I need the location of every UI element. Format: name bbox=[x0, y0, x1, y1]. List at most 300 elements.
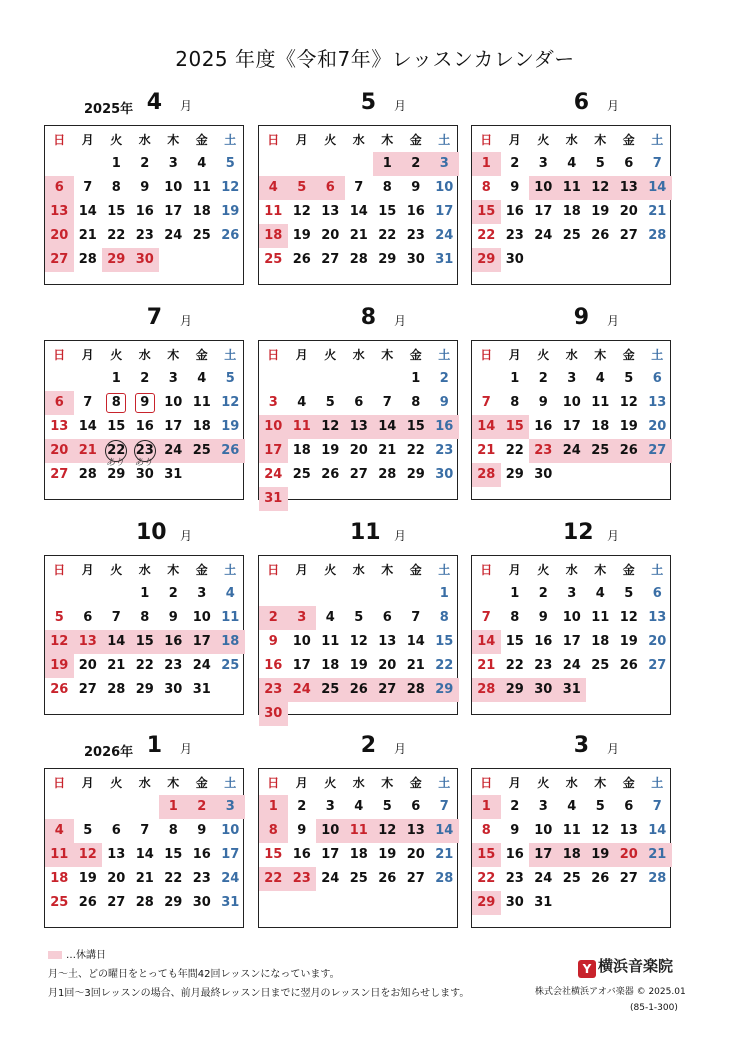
weekday-header: 月 bbox=[295, 776, 308, 790]
month-header bbox=[471, 733, 673, 761]
day-cell: 3 bbox=[168, 156, 178, 171]
day-cell: 15 bbox=[107, 204, 126, 219]
note-monthly-lessons: 月1回～3回レッスンの場合、前月最終レッスン日までに翌月のレッスン日をお知らせします。 bbox=[48, 988, 470, 999]
day-circle-mark: 22 bbox=[105, 440, 127, 462]
day-cell: 14 bbox=[648, 823, 667, 838]
day-cell: 8 bbox=[510, 395, 520, 410]
month-number: 12 bbox=[563, 520, 594, 545]
month-number: 5 bbox=[360, 90, 376, 115]
day-cell: 12 bbox=[221, 395, 240, 410]
day-cell-closed: 15 bbox=[131, 630, 160, 654]
day-cell-closed: 15 bbox=[472, 843, 501, 867]
day-cell: 28 bbox=[78, 252, 97, 267]
day-cell: 14 bbox=[349, 204, 368, 219]
day-cell: 28 bbox=[435, 871, 454, 886]
day-cell: 5 bbox=[624, 371, 634, 386]
day-cell: 10 bbox=[562, 395, 581, 410]
month-header bbox=[471, 520, 673, 548]
day-cell: 9 bbox=[168, 610, 178, 625]
weekday-header: 木 bbox=[167, 776, 180, 790]
day-cell: 18 bbox=[192, 204, 211, 219]
day-cell-closed: 23 bbox=[259, 678, 288, 702]
day-cell: 21 bbox=[406, 658, 425, 673]
day-cell: 16 bbox=[264, 658, 283, 673]
day-cell: 31 bbox=[192, 682, 211, 697]
weekday-header: 水 bbox=[565, 776, 578, 790]
month-number: 7 bbox=[146, 305, 162, 330]
day-cell: 17 bbox=[292, 658, 311, 673]
day-cell: 26 bbox=[591, 871, 610, 886]
day-cell: 29 bbox=[164, 895, 183, 910]
day-cell-closed: 11 bbox=[45, 843, 74, 867]
day-cell: 10 bbox=[292, 634, 311, 649]
day-cell: 6 bbox=[652, 371, 662, 386]
weekday-header: 木 bbox=[167, 348, 180, 362]
handwritten-note: あり bbox=[106, 458, 125, 468]
day-cell: 6 bbox=[411, 799, 421, 814]
day-cell: 24 bbox=[534, 871, 553, 886]
weekday-header: 月 bbox=[81, 348, 94, 362]
weekday-header: 水 bbox=[565, 563, 578, 577]
day-cell: 6 bbox=[624, 799, 634, 814]
month-grid bbox=[258, 768, 458, 928]
day-cell: 4 bbox=[325, 610, 335, 625]
day-cell: 2 bbox=[168, 586, 178, 601]
day-cell: 11 bbox=[591, 395, 610, 410]
day-cell: 17 bbox=[321, 847, 340, 862]
day-cell-closed: 15 bbox=[402, 415, 431, 439]
month-label: 月 bbox=[394, 314, 407, 328]
day-cell: 16 bbox=[135, 204, 154, 219]
day-cell-closed: 13 bbox=[345, 415, 374, 439]
day-cell: 18 bbox=[562, 204, 581, 219]
day-cell-closed: 13 bbox=[45, 200, 74, 224]
day-cell: 22 bbox=[435, 658, 454, 673]
day-cell-closed: 20 bbox=[615, 843, 644, 867]
day-cell: 31 bbox=[435, 252, 454, 267]
day-cell: 10 bbox=[164, 180, 183, 195]
day-cell: 18 bbox=[292, 443, 311, 458]
day-cell: 31 bbox=[221, 895, 240, 910]
day-cell-closed: 13 bbox=[615, 176, 644, 200]
day-cell: 29 bbox=[135, 682, 154, 697]
day-cell-closed: 31 bbox=[558, 678, 587, 702]
month-number: 2 bbox=[360, 733, 376, 758]
day-cell: 2 bbox=[538, 586, 548, 601]
day-cell: 14 bbox=[78, 419, 97, 434]
day-cell-closed: 15 bbox=[472, 200, 501, 224]
weekday-header: 火 bbox=[110, 563, 123, 577]
day-cell-closed: 3 bbox=[430, 152, 459, 176]
day-cell: 3 bbox=[268, 395, 278, 410]
day-cell: 30 bbox=[192, 895, 211, 910]
day-cell: 21 bbox=[477, 443, 496, 458]
year-label: 2025年 bbox=[84, 102, 134, 117]
weekday-header: 金 bbox=[409, 563, 422, 577]
day-cell: 5 bbox=[382, 799, 392, 814]
day-cell: 21 bbox=[435, 847, 454, 862]
day-cell: 8 bbox=[510, 610, 520, 625]
month-grid bbox=[44, 125, 244, 285]
weekday-header: 土 bbox=[651, 348, 664, 362]
day-cell: 6 bbox=[624, 156, 634, 171]
day-cell: 20 bbox=[378, 658, 397, 673]
day-cell: 3 bbox=[567, 586, 577, 601]
day-cell: 2 bbox=[510, 156, 520, 171]
day-cell: 15 bbox=[264, 847, 283, 862]
day-cell: 26 bbox=[619, 658, 638, 673]
day-cell: 4 bbox=[595, 586, 605, 601]
day-cell: 8 bbox=[382, 180, 392, 195]
day-cell: 17 bbox=[221, 847, 240, 862]
day-cell-closed: 18 bbox=[216, 630, 245, 654]
day-cell: 16 bbox=[192, 847, 211, 862]
weekday-header: 火 bbox=[537, 348, 550, 362]
day-cell-closed: 29 bbox=[472, 248, 501, 272]
day-cell: 7 bbox=[111, 610, 121, 625]
day-cell-closed: 25 bbox=[316, 678, 345, 702]
month-number: 3 bbox=[573, 733, 589, 758]
day-cell-closed: 20 bbox=[45, 224, 74, 248]
day-cell: 30 bbox=[406, 252, 425, 267]
day-cell-closed: 28 bbox=[472, 463, 501, 487]
day-cell: 13 bbox=[50, 419, 69, 434]
weekday-header: 日 bbox=[480, 776, 493, 790]
day-cell-closed: 16 bbox=[159, 630, 188, 654]
weekday-header: 木 bbox=[594, 776, 607, 790]
handwritten-note: あり bbox=[134, 458, 153, 468]
day-cell: 9 bbox=[140, 180, 150, 195]
day-cell-closed: 26 bbox=[345, 678, 374, 702]
day-cell: 12 bbox=[292, 204, 311, 219]
weekday-header: 水 bbox=[138, 133, 151, 147]
month-number: 8 bbox=[360, 305, 376, 330]
day-cell: 15 bbox=[435, 634, 454, 649]
day-cell: 1 bbox=[439, 586, 449, 601]
day-cell: 23 bbox=[164, 658, 183, 673]
weekday-header: 金 bbox=[622, 348, 635, 362]
month-header bbox=[258, 305, 460, 333]
day-cell: 17 bbox=[534, 204, 553, 219]
legend-label: …休講日 bbox=[66, 950, 106, 961]
weekday-header: 月 bbox=[508, 563, 521, 577]
month-grid bbox=[471, 768, 671, 928]
day-cell: 29 bbox=[505, 467, 524, 482]
month-grid bbox=[471, 340, 671, 500]
day-cell: 21 bbox=[477, 658, 496, 673]
day-cell-closed: 29 bbox=[102, 248, 131, 272]
day-cell-closed: 3 bbox=[288, 606, 317, 630]
weekday-header: 水 bbox=[352, 133, 365, 147]
day-cell: 15 bbox=[107, 419, 126, 434]
logo-mark-icon: Y bbox=[578, 960, 596, 978]
day-cell-closed: 14 bbox=[430, 819, 459, 843]
day-cell: 2 bbox=[297, 799, 307, 814]
month-grid bbox=[44, 768, 244, 928]
weekday-header: 金 bbox=[195, 348, 208, 362]
day-cell-closed: 1 bbox=[472, 152, 501, 176]
weekday-header: 火 bbox=[110, 133, 123, 147]
day-cell: 1 bbox=[411, 371, 421, 386]
day-cell: 27 bbox=[619, 871, 638, 886]
weekday-header: 土 bbox=[438, 348, 451, 362]
day-cell: 6 bbox=[652, 586, 662, 601]
weekday-header: 日 bbox=[480, 563, 493, 577]
month-header bbox=[258, 90, 460, 118]
weekday-header: 火 bbox=[537, 563, 550, 577]
day-cell: 22 bbox=[505, 658, 524, 673]
month-label: 月 bbox=[394, 742, 407, 756]
day-cell: 15 bbox=[505, 634, 524, 649]
weekday-header: 木 bbox=[594, 133, 607, 147]
month-header bbox=[471, 90, 673, 118]
weekday-header: 木 bbox=[381, 348, 394, 362]
weekday-header: 木 bbox=[594, 563, 607, 577]
day-cell: 20 bbox=[107, 871, 126, 886]
day-cell-closed: 28 bbox=[402, 678, 431, 702]
day-cell: 18 bbox=[591, 634, 610, 649]
day-cell: 11 bbox=[264, 204, 283, 219]
day-cell: 28 bbox=[135, 895, 154, 910]
day-cell-closed: 11 bbox=[345, 819, 374, 843]
month-number: 10 bbox=[136, 520, 167, 545]
day-cell-closed: 22 bbox=[259, 867, 288, 891]
day-cell: 1 bbox=[510, 586, 520, 601]
day-cell: 4 bbox=[297, 395, 307, 410]
weekday-header: 土 bbox=[224, 563, 237, 577]
month-grid bbox=[471, 125, 671, 285]
day-cell: 21 bbox=[378, 443, 397, 458]
month-number: 4 bbox=[146, 90, 162, 115]
day-cell: 9 bbox=[268, 634, 278, 649]
day-cell: 11 bbox=[192, 395, 211, 410]
day-cell: 27 bbox=[648, 658, 667, 673]
day-cell-closed: 8 bbox=[259, 819, 288, 843]
day-cell: 12 bbox=[619, 395, 638, 410]
day-cell: 9 bbox=[538, 395, 548, 410]
day-cell: 4 bbox=[354, 799, 364, 814]
day-cell: 22 bbox=[164, 871, 183, 886]
day-cell: 20 bbox=[619, 204, 638, 219]
day-cell-closed: 12 bbox=[586, 176, 615, 200]
day-cell-closed: 11 bbox=[288, 415, 317, 439]
day-cell: 5 bbox=[624, 586, 634, 601]
day-cell: 21 bbox=[78, 228, 97, 243]
day-cell-closed: 23 bbox=[529, 439, 558, 463]
day-cell: 27 bbox=[107, 895, 126, 910]
day-cell: 27 bbox=[406, 871, 425, 886]
day-cell: 24 bbox=[435, 228, 454, 243]
day-cell: 10 bbox=[435, 180, 454, 195]
weekday-header: 月 bbox=[508, 776, 521, 790]
weekday-header: 木 bbox=[167, 563, 180, 577]
weekday-header: 日 bbox=[53, 776, 66, 790]
day-cell: 26 bbox=[78, 895, 97, 910]
day-cell: 3 bbox=[197, 586, 207, 601]
weekday-header: 土 bbox=[438, 133, 451, 147]
weekday-header: 日 bbox=[53, 563, 66, 577]
day-cell: 16 bbox=[406, 204, 425, 219]
day-cell: 25 bbox=[292, 467, 311, 482]
day-cell: 19 bbox=[292, 228, 311, 243]
day-cell: 10 bbox=[221, 823, 240, 838]
day-cell: 27 bbox=[78, 682, 97, 697]
day-cell: 20 bbox=[648, 419, 667, 434]
month-label: 月 bbox=[607, 314, 620, 328]
weekday-header: 日 bbox=[53, 348, 66, 362]
month-header bbox=[44, 520, 246, 548]
day-cell: 22 bbox=[135, 658, 154, 673]
day-cell: 5 bbox=[595, 156, 605, 171]
day-cell: 7 bbox=[652, 156, 662, 171]
day-cell: 1 bbox=[111, 371, 121, 386]
month-grid bbox=[471, 555, 671, 715]
day-cell: 13 bbox=[648, 395, 667, 410]
day-cell: 2 bbox=[538, 371, 548, 386]
day-cell: 11 bbox=[591, 610, 610, 625]
day-cell-closed: 2 bbox=[402, 152, 431, 176]
day-cell: 18 bbox=[591, 419, 610, 434]
weekday-header: 水 bbox=[138, 563, 151, 577]
day-cell: 24 bbox=[321, 871, 340, 886]
weekday-header: 日 bbox=[267, 563, 280, 577]
day-cell: 25 bbox=[562, 871, 581, 886]
weekday-header: 日 bbox=[480, 348, 493, 362]
day-cell: 17 bbox=[164, 204, 183, 219]
day-cell: 19 bbox=[221, 204, 240, 219]
day-cell: 26 bbox=[591, 228, 610, 243]
day-cell-closed: 15 bbox=[501, 415, 530, 439]
weekday-header: 月 bbox=[508, 133, 521, 147]
day-cell: 19 bbox=[321, 443, 340, 458]
day-cell: 13 bbox=[378, 634, 397, 649]
day-cell: 11 bbox=[321, 634, 340, 649]
day-cell: 10 bbox=[534, 823, 553, 838]
weekday-header: 木 bbox=[381, 776, 394, 790]
day-cell: 16 bbox=[534, 634, 553, 649]
day-cell-closed: 24 bbox=[288, 678, 317, 702]
day-cell: 20 bbox=[406, 847, 425, 862]
day-cell: 19 bbox=[591, 204, 610, 219]
day-cell: 31 bbox=[534, 895, 553, 910]
weekday-header: 土 bbox=[651, 776, 664, 790]
weekday-header: 土 bbox=[224, 133, 237, 147]
weekday-header: 月 bbox=[508, 348, 521, 362]
month-label: 月 bbox=[180, 99, 193, 113]
day-cell: 5 bbox=[325, 395, 335, 410]
day-cell-closed: 29 bbox=[501, 678, 530, 702]
day-cell-closed: 23 bbox=[288, 867, 317, 891]
day-cell: 22 bbox=[477, 871, 496, 886]
day-cell: 23 bbox=[192, 871, 211, 886]
day-cell: 24 bbox=[164, 228, 183, 243]
day-cell: 12 bbox=[349, 634, 368, 649]
day-cell: 4 bbox=[595, 371, 605, 386]
day-cell-closed: 4 bbox=[259, 176, 288, 200]
day-cell: 3 bbox=[538, 799, 548, 814]
day-cell: 26 bbox=[378, 871, 397, 886]
legend-swatch bbox=[48, 951, 62, 959]
day-cell: 26 bbox=[50, 682, 69, 697]
day-cell: 7 bbox=[354, 180, 364, 195]
day-cell: 3 bbox=[325, 799, 335, 814]
weekday-header: 金 bbox=[195, 563, 208, 577]
day-cell: 25 bbox=[562, 228, 581, 243]
day-cell: 28 bbox=[78, 467, 97, 482]
weekday-header: 金 bbox=[409, 776, 422, 790]
day-cell: 25 bbox=[221, 658, 240, 673]
day-cell-closed: 2 bbox=[259, 606, 288, 630]
day-cell-closed: 16 bbox=[430, 415, 459, 439]
month-grid bbox=[258, 125, 458, 285]
day-cell: 9 bbox=[439, 395, 449, 410]
weekday-header: 月 bbox=[81, 563, 94, 577]
weekday-header: 火 bbox=[537, 133, 550, 147]
day-cell: 14 bbox=[135, 847, 154, 862]
day-cell: 23 bbox=[135, 228, 154, 243]
day-cell: 16 bbox=[135, 419, 154, 434]
day-cell-closed: 19 bbox=[586, 843, 615, 867]
day-cell: 19 bbox=[378, 847, 397, 862]
day-cell: 30 bbox=[534, 467, 553, 482]
day-cell-closed: 12 bbox=[316, 415, 345, 439]
day-cell-closed: 13 bbox=[402, 819, 431, 843]
month-grid bbox=[44, 555, 244, 715]
day-cell: 22 bbox=[505, 443, 524, 458]
day-cell-closed: 30 bbox=[131, 248, 160, 272]
day-cell: 11 bbox=[562, 823, 581, 838]
day-cell: 15 bbox=[378, 204, 397, 219]
day-cell: 8 bbox=[168, 823, 178, 838]
weekday-header: 水 bbox=[565, 348, 578, 362]
weekday-header: 月 bbox=[295, 133, 308, 147]
day-cell-closed: 27 bbox=[45, 248, 74, 272]
month-label: 月 bbox=[607, 742, 620, 756]
day-cell: 7 bbox=[652, 799, 662, 814]
day-cell: 24 bbox=[562, 658, 581, 673]
day-cell-closed: 14 bbox=[472, 415, 501, 439]
day-cell: 4 bbox=[567, 799, 577, 814]
day-cell: 11 bbox=[192, 180, 211, 195]
day-cell: 7 bbox=[83, 395, 93, 410]
day-cell: 7 bbox=[481, 610, 491, 625]
day-cell: 6 bbox=[382, 610, 392, 625]
day-cell: 9 bbox=[197, 823, 207, 838]
month-grid bbox=[258, 340, 458, 506]
day-cell: 22 bbox=[378, 228, 397, 243]
day-cell: 4 bbox=[197, 371, 207, 386]
weekday-header: 月 bbox=[81, 133, 94, 147]
weekday-header: 土 bbox=[438, 776, 451, 790]
company-line: 株式会社横浜アオバ楽器 © 2025.01 bbox=[535, 987, 686, 997]
day-cell: 17 bbox=[164, 419, 183, 434]
day-cell: 5 bbox=[83, 823, 93, 838]
day-cell: 8 bbox=[411, 395, 421, 410]
brand-logo bbox=[578, 955, 673, 978]
day-cell: 24 bbox=[534, 228, 553, 243]
day-cell: 18 bbox=[192, 419, 211, 434]
day-cell: 8 bbox=[111, 180, 121, 195]
day-cell-closed: 19 bbox=[45, 654, 74, 678]
day-cell: 19 bbox=[349, 658, 368, 673]
day-cell-closed: 30 bbox=[259, 702, 288, 726]
logo-text: 横浜音楽院 bbox=[598, 957, 674, 975]
day-cell: 6 bbox=[83, 610, 93, 625]
day-cell: 22 bbox=[477, 228, 496, 243]
day-cell-closed: 18 bbox=[558, 843, 587, 867]
day-cell: 9 bbox=[538, 610, 548, 625]
note-annual-lessons: 月～土、どの曜日をとっても年間42回レッスンになっています。 bbox=[48, 969, 340, 980]
